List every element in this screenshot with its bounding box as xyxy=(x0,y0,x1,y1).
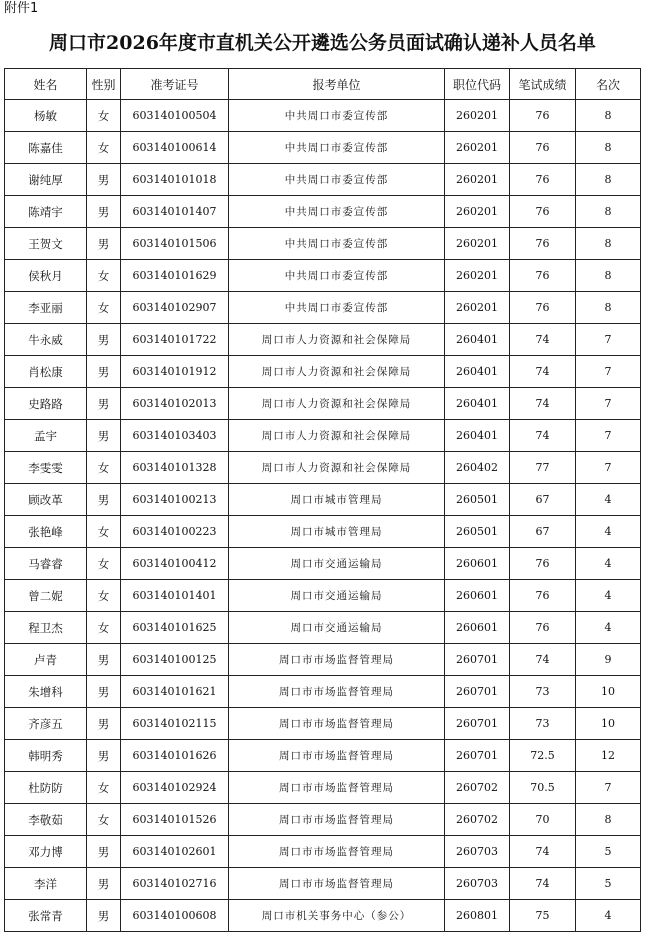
cell-exam-id: 603140102924 xyxy=(121,772,229,804)
cell-position-code: 260201 xyxy=(445,292,510,324)
cell-exam-id: 603140100125 xyxy=(121,644,229,676)
table-header-row xyxy=(5,69,641,100)
cell-unit: 周口市市场监督管理局 xyxy=(229,836,445,868)
cell-written-score: 76 xyxy=(510,132,576,164)
cell-gender: 男 xyxy=(87,388,121,420)
column-header-written-score: 笔试成绩 xyxy=(510,69,576,100)
cell-name: 张艳峰 xyxy=(5,516,87,548)
table-row xyxy=(5,644,641,676)
table-row xyxy=(5,580,641,612)
cell-name: 张常青 xyxy=(5,900,87,932)
cell-gender: 男 xyxy=(87,324,121,356)
cell-name: 韩明秀 xyxy=(5,740,87,772)
table-row xyxy=(5,388,641,420)
cell-written-score: 76 xyxy=(510,196,576,228)
cell-position-code: 260801 xyxy=(445,900,510,932)
cell-gender: 女 xyxy=(87,548,121,580)
cell-rank: 7 xyxy=(576,452,641,484)
cell-rank: 7 xyxy=(576,772,641,804)
cell-exam-id: 603140101526 xyxy=(121,804,229,836)
cell-position-code: 260402 xyxy=(445,452,510,484)
table-row xyxy=(5,228,641,260)
cell-exam-id: 603140101407 xyxy=(121,196,229,228)
cell-written-score: 74 xyxy=(510,868,576,900)
cell-unit: 周口市城市管理局 xyxy=(229,516,445,548)
table-row xyxy=(5,260,641,292)
column-header-exam-id: 准考证号 xyxy=(121,69,229,100)
cell-name: 曾二妮 xyxy=(5,580,87,612)
cell-rank: 8 xyxy=(576,292,641,324)
cell-rank: 8 xyxy=(576,164,641,196)
cell-written-score: 75 xyxy=(510,900,576,932)
table-row xyxy=(5,196,641,228)
cell-written-score: 73 xyxy=(510,708,576,740)
cell-gender: 男 xyxy=(87,420,121,452)
cell-unit: 周口市人力资源和社会保障局 xyxy=(229,420,445,452)
cell-rank: 7 xyxy=(576,420,641,452)
cell-position-code: 260701 xyxy=(445,676,510,708)
table-row xyxy=(5,356,641,388)
cell-unit: 中共周口市委宣传部 xyxy=(229,228,445,260)
cell-rank: 4 xyxy=(576,900,641,932)
cell-position-code: 260601 xyxy=(445,612,510,644)
cell-rank: 7 xyxy=(576,324,641,356)
cell-written-score: 67 xyxy=(510,516,576,548)
cell-unit: 中共周口市委宣传部 xyxy=(229,292,445,324)
cell-unit: 周口市人力资源和社会保障局 xyxy=(229,324,445,356)
cell-rank: 5 xyxy=(576,836,641,868)
cell-unit: 周口市市场监督管理局 xyxy=(229,740,445,772)
table-row xyxy=(5,516,641,548)
cell-rank: 7 xyxy=(576,388,641,420)
cell-position-code: 260201 xyxy=(445,196,510,228)
cell-name: 李敬茹 xyxy=(5,804,87,836)
cell-name: 朱增科 xyxy=(5,676,87,708)
cell-name: 马睿睿 xyxy=(5,548,87,580)
cell-gender: 男 xyxy=(87,164,121,196)
table-row xyxy=(5,100,641,132)
column-header-unit: 报考单位 xyxy=(229,69,445,100)
cell-name: 肖松康 xyxy=(5,356,87,388)
cell-unit: 周口市交通运输局 xyxy=(229,548,445,580)
cell-exam-id: 603140100213 xyxy=(121,484,229,516)
cell-written-score: 76 xyxy=(510,100,576,132)
cell-exam-id: 603140100504 xyxy=(121,100,229,132)
cell-position-code: 260401 xyxy=(445,420,510,452)
cell-written-score: 76 xyxy=(510,260,576,292)
cell-exam-id: 603140102907 xyxy=(121,292,229,324)
cell-written-score: 73 xyxy=(510,676,576,708)
cell-rank: 8 xyxy=(576,132,641,164)
cell-written-score: 70 xyxy=(510,804,576,836)
cell-written-score: 77 xyxy=(510,452,576,484)
cell-unit: 中共周口市委宣传部 xyxy=(229,164,445,196)
cell-rank: 4 xyxy=(576,548,641,580)
cell-name: 史路路 xyxy=(5,388,87,420)
table-body xyxy=(5,100,641,932)
cell-exam-id: 603140102013 xyxy=(121,388,229,420)
cell-exam-id: 603140101401 xyxy=(121,580,229,612)
cell-gender: 男 xyxy=(87,868,121,900)
cell-rank: 4 xyxy=(576,484,641,516)
cell-exam-id: 603140102601 xyxy=(121,836,229,868)
cell-gender: 女 xyxy=(87,612,121,644)
column-header-name: 姓名 xyxy=(5,69,87,100)
cell-position-code: 260401 xyxy=(445,324,510,356)
cell-exam-id: 603140101621 xyxy=(121,676,229,708)
cell-gender: 男 xyxy=(87,484,121,516)
cell-unit: 周口市交通运输局 xyxy=(229,580,445,612)
table-row xyxy=(5,324,641,356)
cell-position-code: 260201 xyxy=(445,260,510,292)
cell-rank: 4 xyxy=(576,516,641,548)
cell-gender: 女 xyxy=(87,804,121,836)
cell-position-code: 260703 xyxy=(445,868,510,900)
cell-unit: 周口市市场监督管理局 xyxy=(229,708,445,740)
column-header-gender: 性别 xyxy=(87,69,121,100)
cell-unit: 中共周口市委宣传部 xyxy=(229,100,445,132)
cell-written-score: 74 xyxy=(510,644,576,676)
cell-gender: 男 xyxy=(87,644,121,676)
table-row xyxy=(5,548,641,580)
cell-name: 杨敏 xyxy=(5,100,87,132)
table-row xyxy=(5,676,641,708)
cell-written-score: 76 xyxy=(510,164,576,196)
cell-exam-id: 603140101018 xyxy=(121,164,229,196)
cell-name: 牛永威 xyxy=(5,324,87,356)
cell-rank: 8 xyxy=(576,228,641,260)
cell-position-code: 260703 xyxy=(445,836,510,868)
cell-exam-id: 603140102115 xyxy=(121,708,229,740)
cell-gender: 男 xyxy=(87,676,121,708)
document-title: 周口市2026年度市直机关公开遴选公务员面试确认递补人员名单 xyxy=(49,32,596,54)
cell-position-code: 260702 xyxy=(445,772,510,804)
table-row xyxy=(5,772,641,804)
cell-rank: 4 xyxy=(576,612,641,644)
cell-position-code: 260201 xyxy=(445,164,510,196)
table-row xyxy=(5,804,641,836)
cell-unit: 中共周口市委宣传部 xyxy=(229,260,445,292)
cell-exam-id: 603140100614 xyxy=(121,132,229,164)
cell-name: 邓力博 xyxy=(5,836,87,868)
table-row xyxy=(5,132,641,164)
cell-name: 程卫杰 xyxy=(5,612,87,644)
table-row xyxy=(5,740,641,772)
table-row xyxy=(5,612,641,644)
cell-position-code: 260601 xyxy=(445,580,510,612)
cell-unit: 中共周口市委宣传部 xyxy=(229,196,445,228)
cell-rank: 5 xyxy=(576,868,641,900)
column-header-rank: 名次 xyxy=(576,69,641,100)
cell-unit: 周口市人力资源和社会保障局 xyxy=(229,452,445,484)
cell-gender: 男 xyxy=(87,740,121,772)
cell-rank: 9 xyxy=(576,644,641,676)
cell-exam-id: 603140101629 xyxy=(121,260,229,292)
cell-rank: 10 xyxy=(576,708,641,740)
candidate-table xyxy=(4,68,641,932)
cell-written-score: 74 xyxy=(510,420,576,452)
cell-unit: 周口市人力资源和社会保障局 xyxy=(229,388,445,420)
cell-gender: 女 xyxy=(87,580,121,612)
cell-position-code: 260501 xyxy=(445,484,510,516)
table-row xyxy=(5,900,641,932)
cell-position-code: 260201 xyxy=(445,100,510,132)
cell-name: 陈嘉佳 xyxy=(5,132,87,164)
cell-name: 王贺文 xyxy=(5,228,87,260)
cell-gender: 男 xyxy=(87,836,121,868)
cell-rank: 12 xyxy=(576,740,641,772)
cell-gender: 男 xyxy=(87,708,121,740)
cell-gender: 女 xyxy=(87,100,121,132)
cell-gender: 女 xyxy=(87,260,121,292)
cell-name: 顾改革 xyxy=(5,484,87,516)
cell-exam-id: 603140101506 xyxy=(121,228,229,260)
cell-written-score: 76 xyxy=(510,580,576,612)
cell-unit: 周口市市场监督管理局 xyxy=(229,804,445,836)
cell-name: 陈靖宇 xyxy=(5,196,87,228)
cell-position-code: 260201 xyxy=(445,228,510,260)
cell-unit: 周口市机关事务中心（参公） xyxy=(229,900,445,932)
cell-written-score: 74 xyxy=(510,324,576,356)
cell-written-score: 67 xyxy=(510,484,576,516)
cell-exam-id: 603140101722 xyxy=(121,324,229,356)
table-row xyxy=(5,484,641,516)
cell-written-score: 76 xyxy=(510,548,576,580)
cell-unit: 周口市人力资源和社会保障局 xyxy=(229,356,445,388)
cell-exam-id: 603140101625 xyxy=(121,612,229,644)
cell-rank: 8 xyxy=(576,196,641,228)
cell-written-score: 76 xyxy=(510,292,576,324)
cell-rank: 10 xyxy=(576,676,641,708)
cell-exam-id: 603140103403 xyxy=(121,420,229,452)
cell-written-score: 74 xyxy=(510,836,576,868)
cell-gender: 男 xyxy=(87,900,121,932)
cell-rank: 8 xyxy=(576,100,641,132)
cell-gender: 男 xyxy=(87,228,121,260)
cell-unit: 周口市交通运输局 xyxy=(229,612,445,644)
cell-position-code: 260702 xyxy=(445,804,510,836)
table-row xyxy=(5,420,641,452)
cell-gender: 女 xyxy=(87,772,121,804)
cell-position-code: 260701 xyxy=(445,644,510,676)
cell-written-score: 76 xyxy=(510,228,576,260)
cell-name: 卢青 xyxy=(5,644,87,676)
cell-written-score: 76 xyxy=(510,612,576,644)
cell-position-code: 260701 xyxy=(445,708,510,740)
cell-position-code: 260701 xyxy=(445,740,510,772)
cell-written-score: 70.5 xyxy=(510,772,576,804)
cell-gender: 男 xyxy=(87,196,121,228)
cell-unit: 周口市市场监督管理局 xyxy=(229,772,445,804)
cell-position-code: 260401 xyxy=(445,388,510,420)
column-header-position-code: 职位代码 xyxy=(445,69,510,100)
cell-unit: 周口市市场监督管理局 xyxy=(229,676,445,708)
cell-rank: 8 xyxy=(576,804,641,836)
cell-position-code: 260501 xyxy=(445,516,510,548)
cell-name: 杜防防 xyxy=(5,772,87,804)
cell-exam-id: 603140100223 xyxy=(121,516,229,548)
cell-gender: 女 xyxy=(87,452,121,484)
table-row xyxy=(5,292,641,324)
cell-exam-id: 603140100608 xyxy=(121,900,229,932)
cell-name: 侯秋月 xyxy=(5,260,87,292)
attachment-label: 附件1 xyxy=(4,1,39,16)
table-row xyxy=(5,164,641,196)
cell-name: 齐彦五 xyxy=(5,708,87,740)
cell-written-score: 72.5 xyxy=(510,740,576,772)
cell-unit: 周口市城市管理局 xyxy=(229,484,445,516)
cell-name: 李洋 xyxy=(5,868,87,900)
cell-position-code: 260401 xyxy=(445,356,510,388)
cell-gender: 女 xyxy=(87,132,121,164)
cell-unit: 中共周口市委宣传部 xyxy=(229,132,445,164)
cell-exam-id: 603140101912 xyxy=(121,356,229,388)
cell-exam-id: 603140101328 xyxy=(121,452,229,484)
cell-exam-id: 603140102716 xyxy=(121,868,229,900)
cell-written-score: 74 xyxy=(510,356,576,388)
cell-unit: 周口市市场监督管理局 xyxy=(229,644,445,676)
cell-rank: 7 xyxy=(576,356,641,388)
cell-rank: 4 xyxy=(576,580,641,612)
cell-gender: 男 xyxy=(87,356,121,388)
cell-rank: 8 xyxy=(576,260,641,292)
cell-name: 李亚丽 xyxy=(5,292,87,324)
table-row xyxy=(5,868,641,900)
table-row xyxy=(5,452,641,484)
cell-exam-id: 603140101626 xyxy=(121,740,229,772)
table-row xyxy=(5,836,641,868)
cell-name: 谢纯厚 xyxy=(5,164,87,196)
cell-name: 李雯雯 xyxy=(5,452,87,484)
cell-written-score: 74 xyxy=(510,388,576,420)
cell-position-code: 260601 xyxy=(445,548,510,580)
cell-gender: 女 xyxy=(87,292,121,324)
table-row xyxy=(5,708,641,740)
cell-name: 孟宇 xyxy=(5,420,87,452)
cell-unit: 周口市市场监督管理局 xyxy=(229,868,445,900)
cell-exam-id: 603140100412 xyxy=(121,548,229,580)
cell-position-code: 260201 xyxy=(445,132,510,164)
cell-gender: 女 xyxy=(87,516,121,548)
